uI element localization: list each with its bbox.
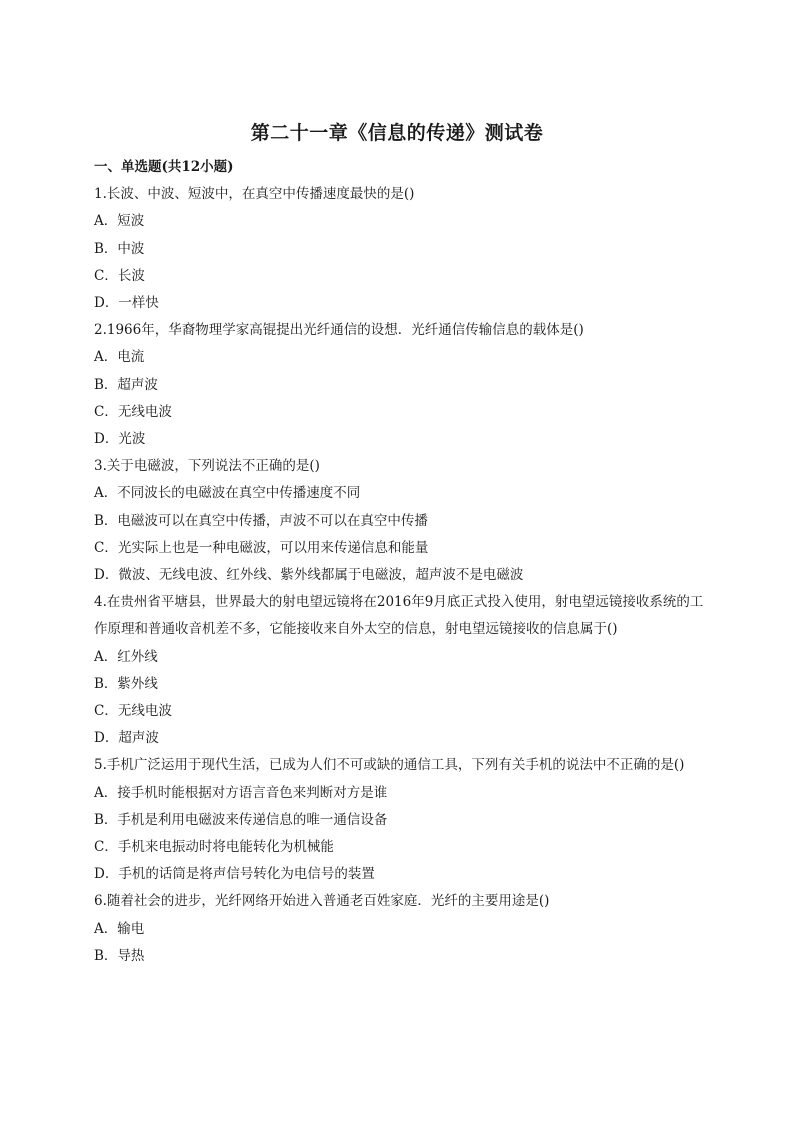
option-b: B．手机是利用电磁波来传递信息的唯一通信设备	[94, 811, 388, 828]
option-b: B．导热	[94, 947, 145, 964]
question-stem: 2.1966年，华裔物理学家高锟提出光纤通信的设想．光纤通信传输信息的载体是()	[94, 322, 584, 339]
option-a: A．短波	[94, 213, 145, 230]
question-stem: 1.长波、中波、短波中，在真空中传播速度最快的是()	[94, 186, 415, 203]
question-5	[94, 752, 714, 888]
option-d: D．手机的话筒是将声信号转化为电信号的装置	[94, 866, 375, 883]
option-c: C．无线电波	[94, 403, 172, 420]
option-c: C．光实际上也是一种电磁波，可以用来传递信息和能量	[94, 539, 429, 556]
option-b: B．中波	[94, 240, 145, 257]
question-stem: 6.随着社会的进步，光纤网络开始进入普通老百姓家庭．光纤的主要用途是()	[94, 893, 550, 910]
option-c: C．长波	[94, 267, 145, 284]
question-list	[94, 154, 714, 970]
question-3	[94, 453, 714, 589]
page-title: 第二十一章《信息的传递》测试卷	[250, 122, 544, 144]
question-2	[94, 317, 714, 453]
question-stem: 3.关于电磁波，下列说法不正确的是()	[94, 458, 320, 475]
option-d: D．一样快	[94, 295, 159, 312]
option-a: A．红外线	[94, 648, 158, 665]
option-a: A．电流	[94, 349, 145, 366]
question-stem: 4.在贵州省平塘县，世界最大的射电望远镜将在2016年9月底正式投入使用，射电望远镜接收系统的工作原理和普通收音机差不多，它能接收来自外太空的信息，射电望远镜接收的信息属于()	[94, 594, 704, 638]
option-d: D．超声波	[94, 730, 159, 747]
option-c: C．手机来电振动时将电能转化为机械能	[94, 839, 334, 856]
question-4	[94, 589, 714, 752]
option-a: A．不同波长的电磁波在真空中传播速度不同	[94, 485, 361, 502]
option-b: B．超声波	[94, 376, 158, 393]
option-a: A．输电	[94, 920, 145, 937]
option-b: B．电磁波可以在真空中传播，声波不可以在真空中传播	[94, 512, 428, 529]
option-b: B．紫外线	[94, 675, 158, 692]
section-heading: 一、单选题(共12小题)	[94, 159, 234, 175]
question-6	[94, 888, 714, 970]
option-a: A．接手机时能根据对方语言音色来判断对方是谁	[94, 784, 388, 801]
question-stem: 5.手机广泛运用于现代生活，已成为人们不可或缺的通信工具，下列有关手机的说法中不正确的是()	[94, 757, 685, 774]
option-d: D．光波	[94, 431, 146, 448]
option-c: C．无线电波	[94, 703, 172, 720]
question-1	[94, 181, 714, 317]
option-d: D．微波、无线电波、红外线、紫外线都属于电磁波，超声波不是电磁波	[94, 567, 524, 584]
